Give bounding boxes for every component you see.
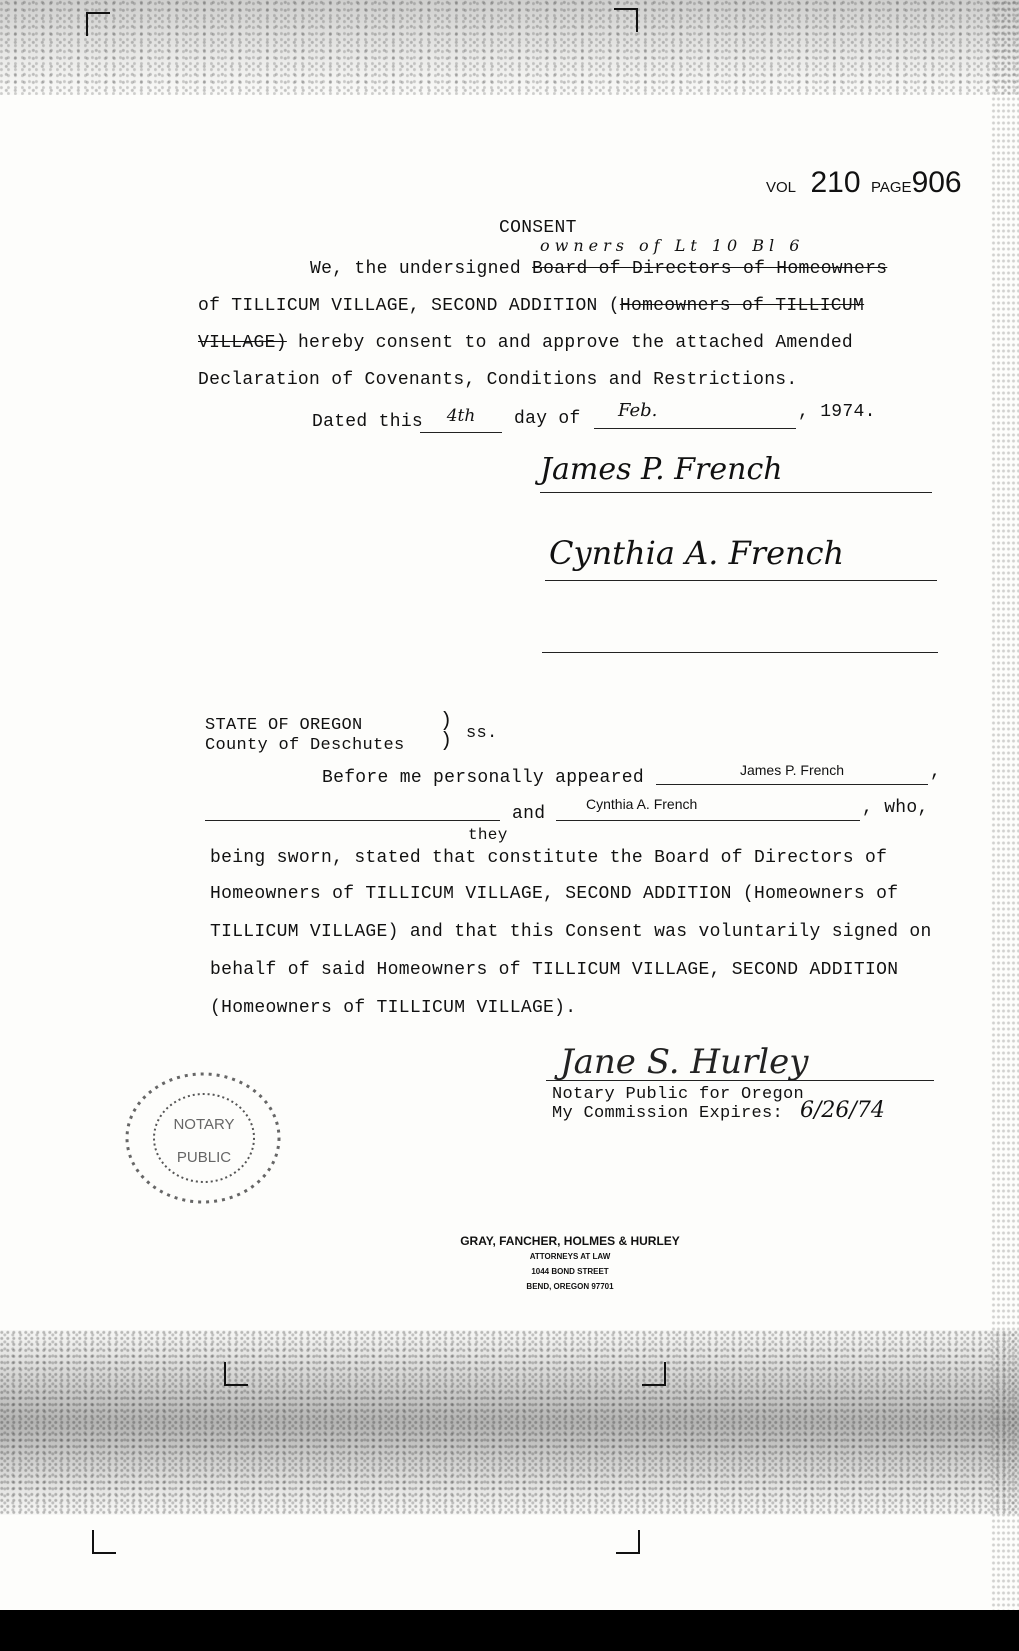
notary-seal xyxy=(118,1066,288,1210)
crop-mark-top-right xyxy=(614,8,638,32)
ack-line-7: (Homeowners of TILLICUM VILLAGE). xyxy=(210,998,577,1018)
document-title: CONSENT xyxy=(499,218,577,238)
ack-line-3: being sworn, stated that constitute the Board of Directors of xyxy=(210,848,888,868)
intro-line-1 xyxy=(310,259,887,279)
ack-name-2: Cynthia A. French xyxy=(586,796,698,812)
page-label: PAGE xyxy=(870,179,912,196)
struck-homeowners: Homeowners of TILLICUM xyxy=(619,296,865,316)
crop-mark-mid-right xyxy=(642,1362,666,1386)
ack-line-1: Before me personally appeared xyxy=(322,768,644,788)
ack-name-2-field xyxy=(556,796,860,821)
handwritten-owners-insert: owners of Lt 10 Bl 6 xyxy=(540,236,805,255)
ack-who: , who, xyxy=(862,798,929,818)
signature-line-2 xyxy=(545,534,937,581)
venue-county: County of Deschutes xyxy=(205,736,405,755)
seal-text-bottom: PUBLIC xyxy=(176,1149,232,1166)
law-firm-block xyxy=(420,1234,720,1294)
intro-line-3-text: hereby consent to and approve the attached Amended xyxy=(297,333,854,353)
dated-day-of: day of xyxy=(514,409,581,429)
firm-line-3: 1044 BOND STREET xyxy=(531,1267,609,1276)
vol-label: VOL xyxy=(766,179,797,196)
dated-month-field xyxy=(594,400,796,429)
struck-board-of-directors: Board of Directors of Homeowners xyxy=(532,259,888,279)
crop-mark-mid-left xyxy=(224,1362,248,1386)
ack-comma-1: , xyxy=(930,762,942,782)
ack-line-6: behalf of said Homeowners of TILLICUM VILLAGE, SECOND ADDITION xyxy=(210,960,899,980)
intro-line-4: Declaration of Covenants, Conditions and Restrictions. xyxy=(198,370,798,390)
dated-day-field xyxy=(420,406,502,433)
notary-expires-date: 6/26/74 xyxy=(800,1098,885,1123)
signature-line-3 xyxy=(542,612,938,653)
vol-number: 210 xyxy=(810,166,861,199)
firm-name: GRAY, FANCHER, HOLMES & HURLEY xyxy=(460,1234,680,1248)
dated-prefix: Dated this xyxy=(312,412,424,432)
venue-state: STATE OF OREGON xyxy=(205,716,363,735)
scan-noise-top xyxy=(0,0,1019,95)
struck-village: VILLAGE) xyxy=(198,333,287,353)
crop-mark-top-left xyxy=(86,12,110,36)
page-number: 906 xyxy=(911,166,962,199)
dated-month: Feb. xyxy=(618,400,658,421)
venue-ss: ss. xyxy=(466,724,498,743)
ack-line-4: Homeowners of TILLICUM VILLAGE, SECOND ADDITION (Homeowners of xyxy=(210,884,899,904)
firm-line-2: ATTORNEYS AT LAW xyxy=(529,1252,611,1261)
ack-name-1-field xyxy=(656,762,928,785)
intro-line-3 xyxy=(198,333,853,353)
signature-1: James P. French xyxy=(540,452,783,487)
firm-line-4: BEND, OREGON 97701 xyxy=(526,1282,614,1291)
intro-line-1-text: We, the undersigned xyxy=(310,259,521,279)
ack-they-insert: they xyxy=(468,826,508,844)
ack-line-5: TILLICUM VILLAGE) and that this Consent was voluntarily signed on xyxy=(210,922,932,942)
notary-expires-label: My Commission Expires: xyxy=(552,1104,784,1123)
dated-day: 4th xyxy=(446,406,476,426)
venue-bracket: ) ) xyxy=(440,710,453,753)
scan-noise-bottom xyxy=(0,1330,1019,1515)
scan-noise-right xyxy=(991,0,1019,1610)
notary-title: Notary Public for Oregon xyxy=(552,1085,805,1104)
signature-2: Cynthia A. French xyxy=(549,534,845,572)
intro-line-2-text: of TILLICUM VILLAGE, SECOND ADDITION ( xyxy=(198,296,620,316)
notary-signature: Jane S. Hurley xyxy=(560,1042,809,1082)
recording-stamp xyxy=(766,166,962,200)
ack-and: and xyxy=(512,804,546,824)
seal-text-top: NOTARY xyxy=(173,1116,235,1133)
ack-name-1: James P. French xyxy=(739,762,844,778)
signature-line-1 xyxy=(540,452,932,493)
notary-signature-line xyxy=(546,1060,934,1081)
crop-mark-bottom-left xyxy=(92,1530,116,1554)
crop-mark-bottom-right xyxy=(616,1530,640,1554)
dated-year: , 1974. xyxy=(798,402,876,422)
ack-blank-field xyxy=(205,798,500,821)
intro-line-2 xyxy=(198,296,864,316)
